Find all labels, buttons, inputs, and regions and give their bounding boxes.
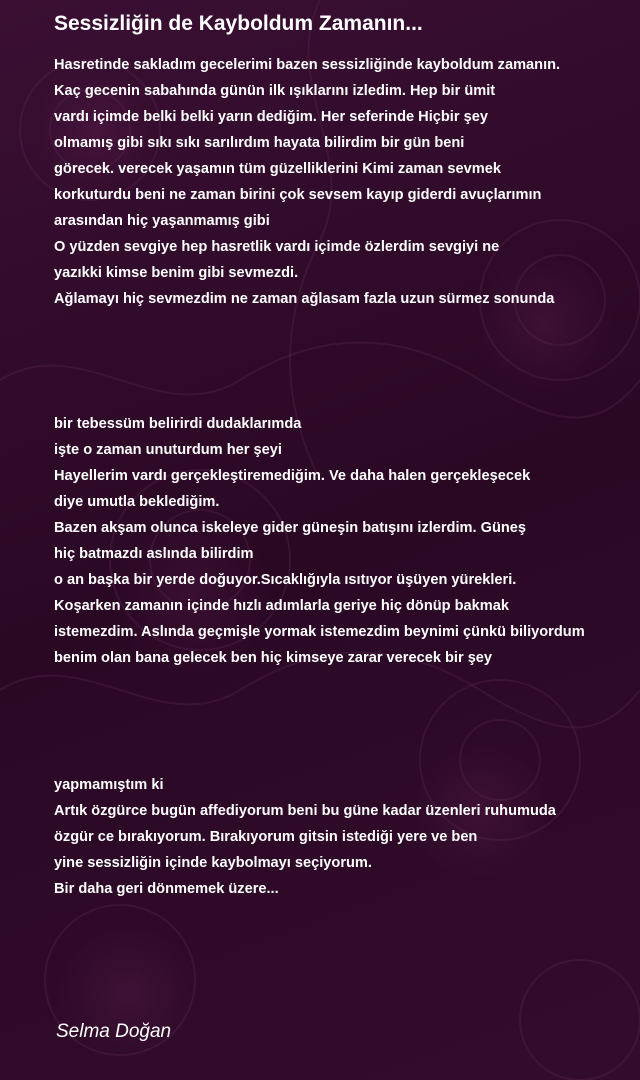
- poem-line: bir tebessüm belirirdi dudaklarımda: [54, 416, 302, 432]
- poem-line: Ağlamayı hiç sevmezdim ne zaman ağlasam fazla uzun sürmez sonunda: [54, 291, 555, 307]
- poem-line: olmamış gibi sıkı sıkı sarılırdım hayata bilirdim bir gün beni: [54, 135, 465, 151]
- poem-line: Hayellerim vardı gerçekleştiremediğim. Ve daha halen gerçekleşecek: [54, 468, 531, 484]
- poem-line: görecek. verecek yaşamın tüm güzelliklerini Kimi zaman sevmek: [54, 161, 501, 177]
- poem-line: Hasretinde sakladım gecelerimi bazen sessizliğinde kayboldum zamanın.: [54, 57, 561, 73]
- author-name: Selma Doğan: [56, 1021, 172, 1042]
- poem-line: o an başka bir yerde doğuyor.Sıcaklığıyla ısıtıyor üşüyen yürekleri.: [54, 572, 517, 588]
- poem-line: istemezdim. Aslında geçmişle yormak istemezdim beynimi çünkü biliyordum: [54, 624, 585, 640]
- poem-line: arasından hiç yaşanmamış gibi: [54, 213, 270, 229]
- poem-line: Bazen akşam olunca iskeleye gider güneşin batışını izlerdim. Güneş: [54, 520, 527, 536]
- stanza-2: [54, 411, 585, 671]
- poem-line: yine sessizliğin içinde kaybolmayı seçiyorum.: [54, 855, 372, 871]
- poem-line: hiç batmazdı aslında bilirdim: [54, 546, 254, 562]
- poem-line: diye umutla beklediğim.: [54, 494, 220, 510]
- poem-line: Bir daha geri dönmemek üzere...: [54, 881, 279, 897]
- stanza-1: [54, 52, 560, 312]
- poem-line: yazıkki kimse benim gibi sevmezdi.: [54, 265, 299, 281]
- stanza-3: [54, 772, 556, 902]
- poem-line: Artık özgürce bugün affediyorum beni bu güne kadar üzenleri ruhumuda: [54, 803, 556, 819]
- poem-line: Kaç gecenin sabahında günün ilk ışıklarını izledim. Hep bir ümit: [54, 83, 496, 99]
- poem-line: özgür ce bırakıyorum. Bırakıyorum gitsin istediği yere ve ben: [54, 829, 478, 845]
- poem-line: yapmamıştım ki: [54, 777, 164, 793]
- poem-line: benim olan bana gelecek ben hiç kimseye zarar verecek bir şey: [54, 650, 493, 666]
- poem-line: O yüzden sevgiye hep hasretlik vardı içimde özlerdim sevgiyi ne: [54, 239, 500, 255]
- poem-line: korkuturdu beni ne zaman birini çok sevsem kayıp giderdi avuçlarımın: [54, 187, 542, 203]
- poem-line: Koşarken zamanın içinde hızlı adımlarla geriye hiç dönüp bakmak: [54, 598, 509, 614]
- poem-line: vardı içimde belki belki yarın dediğim. Her seferinde Hiçbir şey: [54, 109, 488, 125]
- poem-title: Sessizliğin de Kayboldum Zamanın...: [54, 12, 423, 35]
- poem-line: işte o zaman unuturdum her şeyi: [54, 442, 282, 458]
